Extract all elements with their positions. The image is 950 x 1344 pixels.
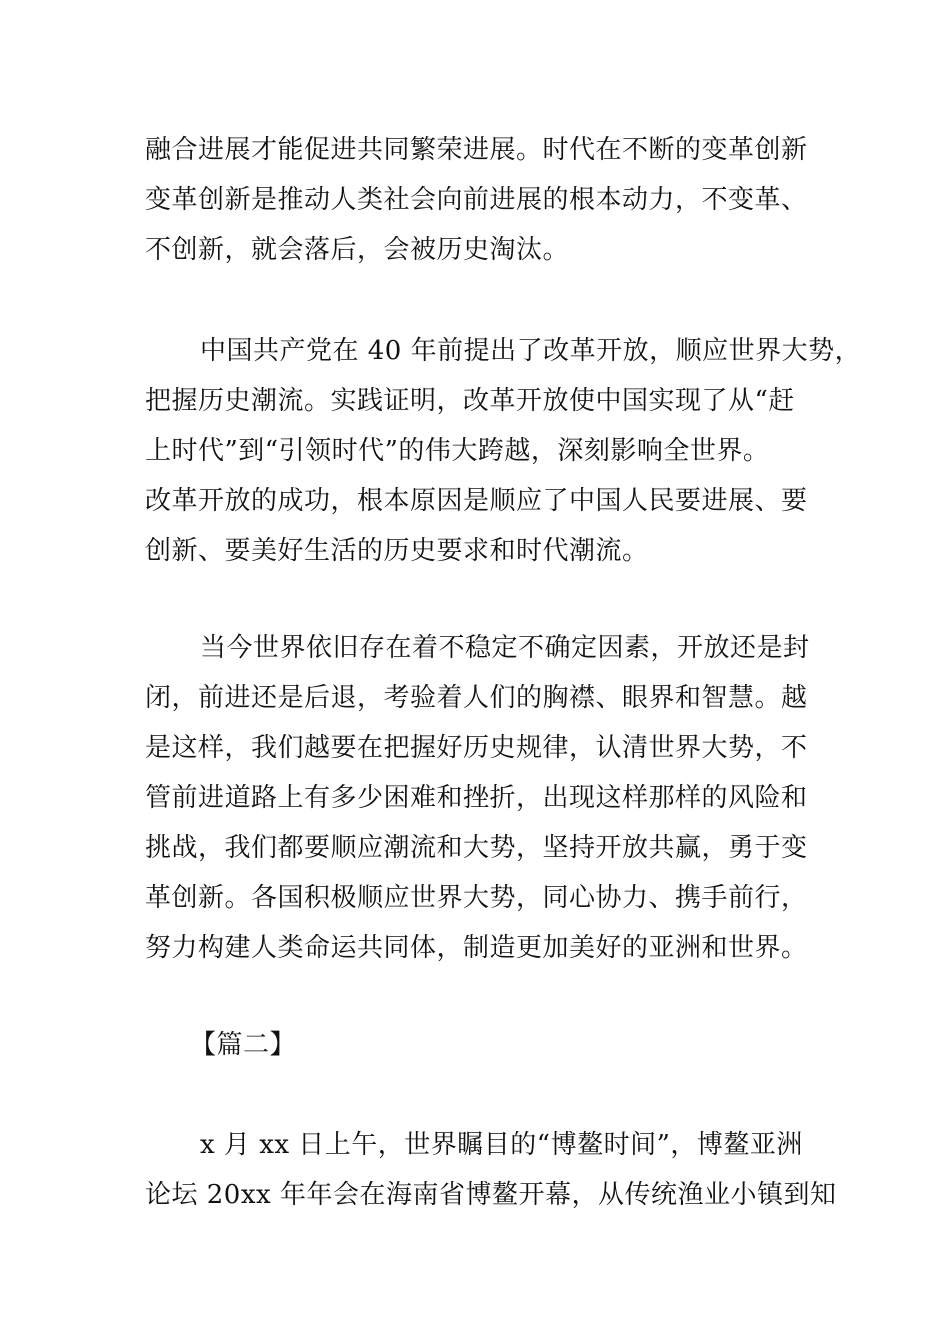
text-line: 改革开放的成功，根本原因是顺应了中国人民要进展、要 [145,486,808,516]
text-line: 中国共产党在 40 年前提出了改革开放，顺应世界大势， [200,336,862,366]
text-line: 闭，前进还是后退，考验着人们的胸襟、眼界和智慧。越 [145,683,808,713]
text-line: 把握历史潮流。实践证明，改革开放使中国实现了从“赶 [145,386,795,416]
text-line: 是这样，我们越要在把握好历史规律，认清世界大势，不 [145,733,808,763]
text-line: 管前进道路上有多少困难和挫折，出现这样那样的风险和 [145,783,808,813]
text-line: x 月 xx 日上午，世界瞩目的“博鳌时间”，博鳌亚洲 [200,1130,803,1160]
text-line: 论坛 20xx 年年会在海南省博鳌开幕，从传统渔业小镇到知 [145,1180,837,1210]
text-line: 不创新，就会落后，会被历史淘汰。 [145,235,570,265]
text-line: 变革创新是推动人类社会向前进展的根本动力，不变革、 [145,185,808,215]
section-heading: 【篇二】 [190,1030,297,1060]
text-line: 革创新。各国积极顺应世界大势，同心协力、携手前行， [145,883,808,913]
text-line: 努力构建人类命运共同体，制造更加美好的亚洲和世界。 [145,933,808,963]
text-line: 当今世界依旧存在着不稳定不确定因素，开放还是封 [200,633,810,663]
text-line: 融合进展才能促进共同繁荣进展。时代在不断的变革创新 [145,135,808,165]
text-line: 创新、要美好生活的历史要求和时代潮流。 [145,536,649,566]
text-line: 上时代”到“引领时代”的伟大跨越，深刻影响全世界。 [145,436,770,466]
text-line: 挑战，我们都要顺应潮流和大势，坚持开放共赢，勇于变 [145,833,808,863]
